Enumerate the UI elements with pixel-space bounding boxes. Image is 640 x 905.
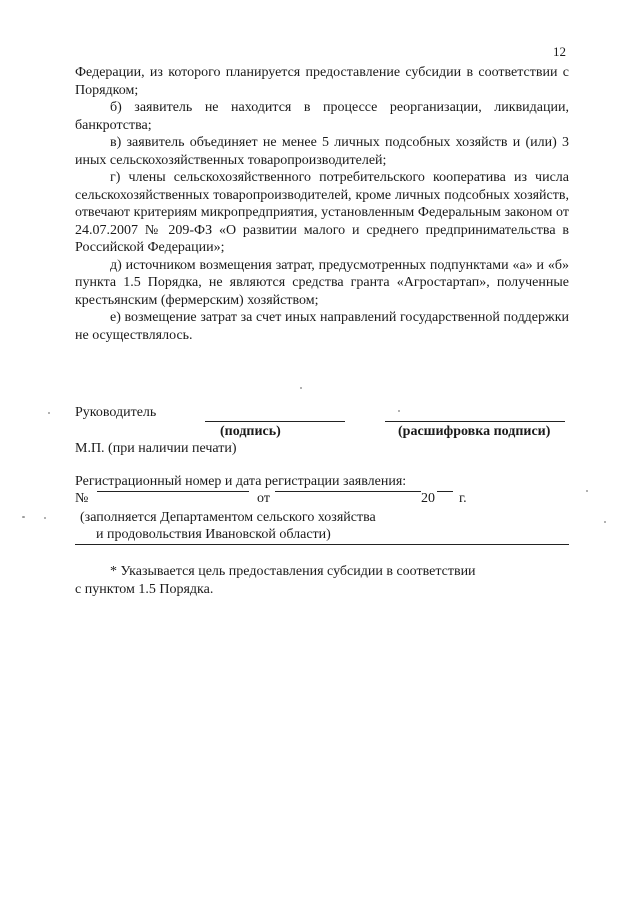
footnote-line1: * Указывается цель предоставления субсидии в соответствии — [110, 564, 476, 579]
registration-number-sign: № — [75, 491, 89, 506]
signature-decode-field[interactable] — [385, 421, 565, 422]
registration-row — [75, 491, 569, 509]
paragraph-g: г) члены сельскохозяйственного потребительского кооператива из числа сельскохозяйственных товаропроизводителей, кроме личных подсобных хозяйств, отвечают критериям микропредприятия, установленным Федеральным законом от 24.07.2007 № 209-ФЗ «О развитии малого и среднего предпринимательства в Российской Федерации»; — [75, 170, 569, 255]
registration-year-prefix: 20 — [421, 491, 435, 506]
paragraph-b: б) заявитель не находится в процессе реорганизации, ликвидации, банкротства; — [75, 100, 569, 133]
registration-note — [80, 509, 376, 543]
horizontal-rule — [75, 544, 569, 545]
body-text — [75, 64, 569, 344]
registration-year-field[interactable] — [437, 491, 453, 492]
paragraph-federation: Федерации, из которого планируется предоставление субсидии в соответствии с Порядком; — [75, 65, 569, 98]
registration-note-line2: и продовольствия Ивановской области) — [96, 527, 331, 542]
registration-note-line1: (заполняется Департаментом сельского хозяйства — [80, 510, 376, 525]
registration-date-field[interactable] — [275, 491, 421, 492]
page-number: 12 — [553, 44, 566, 59]
signature-row — [75, 405, 569, 425]
registration-number-field[interactable] — [97, 491, 249, 492]
stamp-note: М.П. (при наличии печати) — [75, 441, 237, 456]
scan-speck — [398, 410, 400, 412]
paragraph-d: д) источником возмещения затрат, предусмотренных подпунктами «а» и «б» пункта 1.5 Порядка, не являются средства гранта «Агростартап», полученные крестьянским (фермерским) хозяйством; — [75, 257, 569, 308]
signature-decode-caption: (расшифровка подписи) — [398, 424, 551, 439]
scan-speck — [22, 516, 25, 518]
scan-speck — [586, 490, 588, 492]
registration-from-word: от — [257, 491, 270, 506]
registration-year-suffix: г. — [459, 491, 467, 506]
scan-speck — [604, 521, 606, 523]
paragraph-v: в) заявитель объединяет не менее 5 личных подсобных хозяйств и (или) 3 иных сельскохозяйственных товаропроизводителей; — [75, 135, 569, 168]
signature-label: Руководитель — [75, 405, 157, 420]
paragraph-e: е) возмещение затрат за счет иных направлений государственной поддержки не осуществлялось. — [75, 310, 569, 343]
footnote-line2: с пунктом 1.5 Порядка. — [75, 581, 214, 597]
signature-field[interactable] — [205, 421, 345, 422]
scan-speck — [44, 517, 46, 519]
footnote — [75, 563, 569, 598]
registration-heading: Регистрационный номер и дата регистрации заявления: — [75, 474, 407, 489]
scan-speck — [48, 412, 50, 414]
signature-caption: (подпись) — [220, 424, 281, 439]
scan-speck — [300, 387, 302, 389]
